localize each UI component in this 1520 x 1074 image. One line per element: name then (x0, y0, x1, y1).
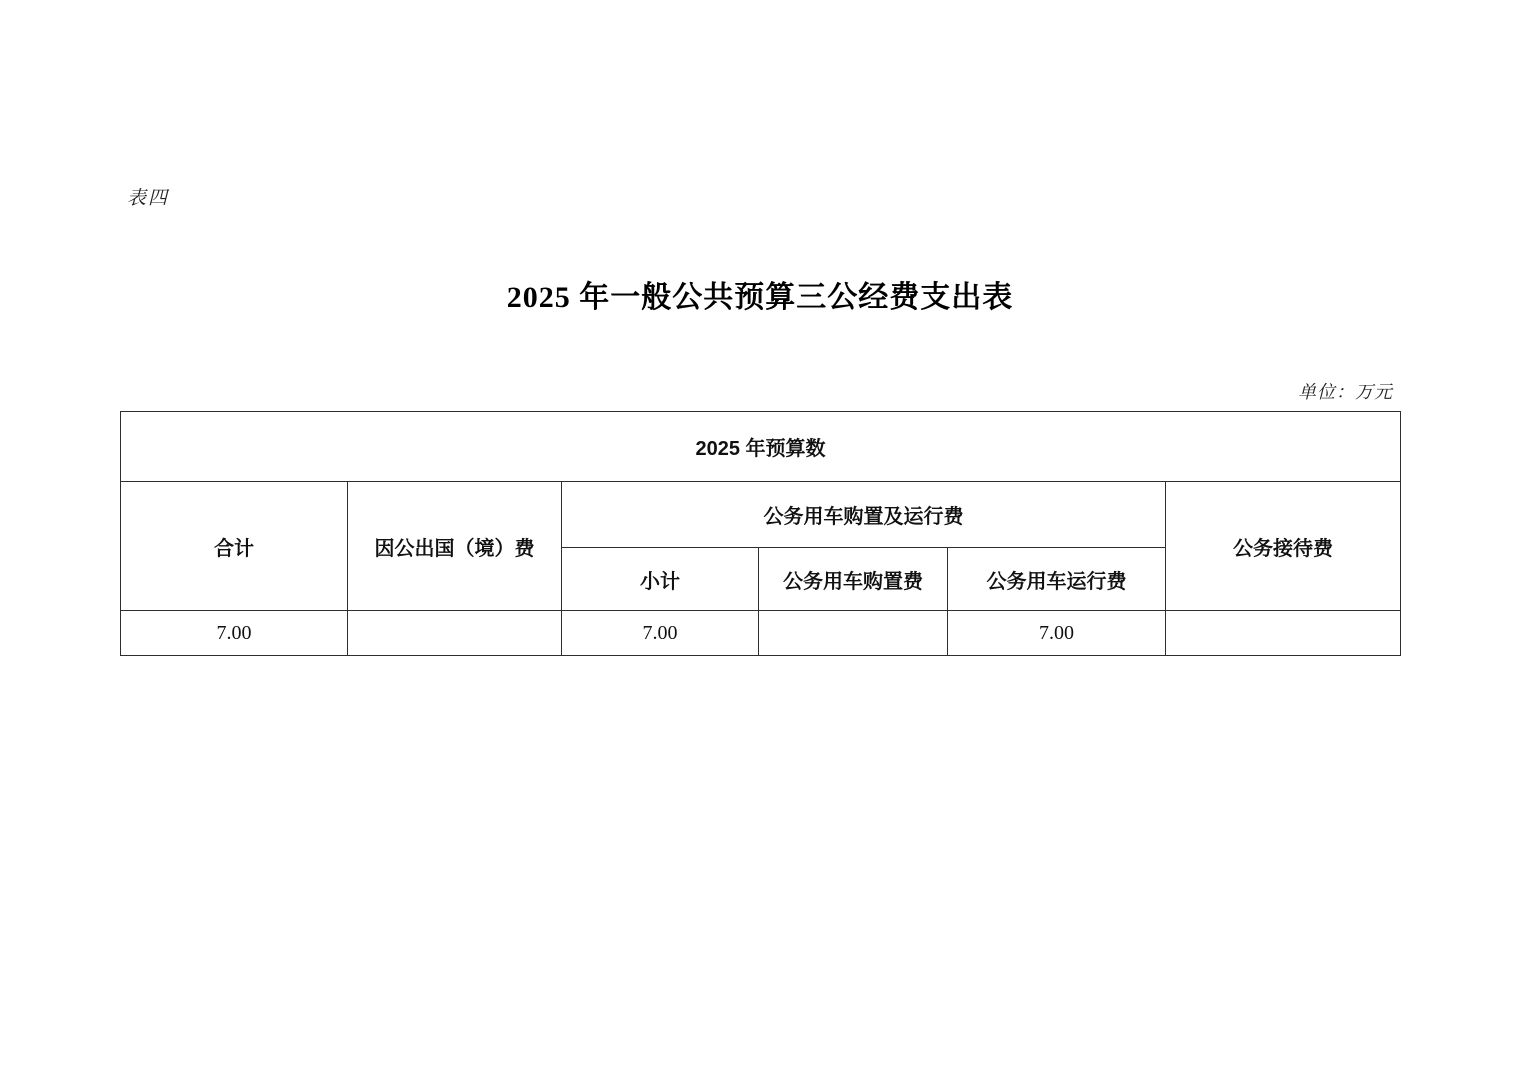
cell-vehicle-subtotal: 7.00 (562, 611, 759, 656)
header-vehicle-purchase: 公务用车购置费 (759, 548, 948, 611)
page-title: 2025 年一般公共预算三公经费支出表 (506, 281, 1014, 314)
header-reception-fee: 公务接待费 (1166, 482, 1401, 611)
header-budget-year: 2025 年预算数 (121, 412, 1401, 482)
header-total: 合计 (121, 482, 348, 611)
cell-reception-fee (1166, 611, 1401, 656)
header-vehicle-group: 公务用车购置及运行费 (562, 482, 1166, 548)
cell-total: 7.00 (121, 611, 348, 656)
cell-vehicle-purchase (759, 611, 948, 656)
budget-table (120, 411, 1401, 656)
header-vehicle-subtotal: 小计 (562, 548, 759, 611)
table-row-data (121, 611, 1401, 656)
header-vehicle-operation: 公务用车运行费 (948, 548, 1166, 611)
table-row-year-header (121, 412, 1401, 482)
cell-abroad-fee (348, 611, 562, 656)
cell-vehicle-operation: 7.00 (948, 611, 1166, 656)
table-number-label: 表四 (127, 187, 170, 209)
unit-note: 单位：万元 (1298, 382, 1393, 403)
header-abroad-fee: 因公出国（境）费 (348, 482, 562, 611)
table-row-group-header (121, 482, 1401, 548)
